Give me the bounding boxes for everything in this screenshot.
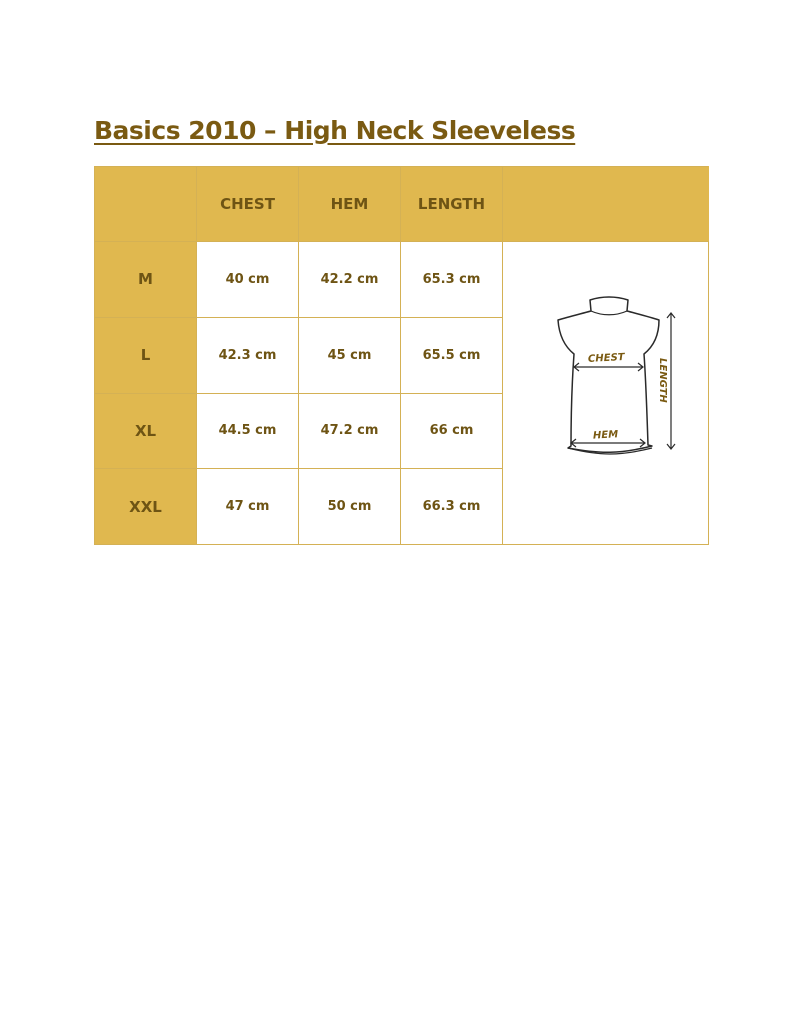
length-diagram-label: LENGTH [656, 358, 668, 403]
header-chest: CHEST [197, 167, 299, 242]
chest-value: 40 cm [197, 242, 299, 318]
header-length: LENGTH [401, 167, 503, 242]
hem-value: 50 cm [299, 469, 401, 545]
chest-value: 44.5 cm [197, 393, 299, 469]
garment-diagram [504, 242, 708, 540]
garment-diagram-cell [503, 242, 709, 545]
size-label: L [95, 317, 197, 393]
header-hem: HEM [299, 167, 401, 242]
hem-diagram-label: HEM [592, 429, 618, 442]
page-title: Basics 2010 – High Neck Sleeveless [94, 116, 576, 145]
length-value: 66.3 cm [401, 469, 503, 545]
chest-value: 47 cm [197, 469, 299, 545]
size-chart-table [94, 166, 709, 545]
length-value: 65.3 cm [401, 242, 503, 318]
size-label: XXL [95, 469, 197, 545]
table-row [95, 242, 709, 318]
header-size [95, 167, 197, 242]
hem-value: 47.2 cm [299, 393, 401, 469]
chest-value: 42.3 cm [197, 317, 299, 393]
length-value: 65.5 cm [401, 317, 503, 393]
length-value: 66 cm [401, 393, 503, 469]
chest-diagram-label: CHEST [587, 352, 625, 365]
header-row [95, 167, 709, 242]
hem-value: 42.2 cm [299, 242, 401, 318]
size-label: M [95, 242, 197, 318]
hem-value: 45 cm [299, 317, 401, 393]
collar-line [591, 311, 627, 315]
size-label: XL [95, 393, 197, 469]
header-diagram [503, 167, 709, 242]
